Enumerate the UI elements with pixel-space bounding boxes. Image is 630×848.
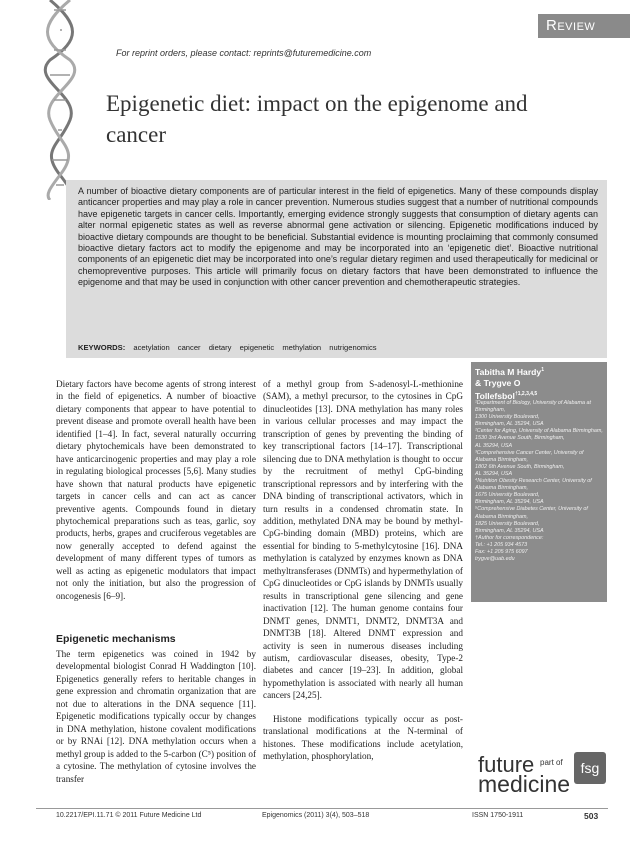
affiliation-line: 1675 University Boulevard, — [475, 492, 540, 499]
affiliation-line: ²Center for Aging, University of Alabama Birmingham, 1530 3rd Avenue South, Birmingham, — [475, 428, 603, 442]
correspondence-label: †Author for correspondence: — [475, 534, 544, 541]
affiliation-line: ⁴Nutrition Obesity Research Center, University of Alabama Birmingham, — [475, 478, 592, 492]
affiliation-line: Birmingham, AL 35294, USA — [475, 499, 544, 506]
affiliation-line: 1300 University Boulevard, — [475, 414, 540, 421]
keywords-line — [78, 343, 458, 352]
future-medicine-logo — [478, 752, 608, 808]
correspondence-fax: Fax: +1 205 975 6097 — [475, 548, 528, 555]
methylation-paragraph: of a methyl group from S-adenosyl-L-methionine (SAM), a methyl precursor, to the cytosines in CpG dinucleotides [13]. DNA methylation has many roles in various cellular processes and may impact the transcription of genes by preventing the binding of key transcriptional factors [14–17]. Transcriptional silencing due to DNA methylation is thought to occur by the recruitment of methyl CpG-binding transcriptional repressors and by interfering with the DNA binding of transcriptional activators, which in turn results in a condensed chromatin state. In addition, methylated DNA may be bound by methyl-CpG-binding domain (MBD) proteins, which are essential for binding to 5-methylcytosine [16]. DNA methylation is catalyzed by enzymes known as DNA methyltransferases (DNMTs) and hypermethylation of CpG dinucleotides or CpG islands by DNMTs usually results in transcriptional gene silencing and gene inactivation [12]. The human genome contains four DNMT genes, DNMT1, DNMT2, DNMT3A and DNMT3B [18]. Altered DNMT expression and activity is seen in numerous diseases including autism, cardiovascular diseases, obesity, Type-2 diabetes and cancer [19–23]. In addition, global hypomethylation is associated with nearly all human cancers [24,25]. — [263, 379, 463, 701]
keywords-list: acetylation cancer dietary epigenetic methylation nutrigenomics — [133, 343, 377, 352]
affiliation-line: ⁵Comprehensive Diabetes Center, University of Alabama Birmingham, — [475, 506, 588, 520]
logo-future: future — [478, 752, 535, 777]
logo-medicine: medicine — [478, 771, 571, 797]
logo-part-of: part of — [540, 758, 563, 767]
abstract-text: A number of bioactive dietary components are of particular interest in the field of epigenetics. Many of these compounds display anticancer properties and may play a role in cancer prevention. Numerous studies suggest that a number of nutritional compounds have epigenetic targets in cancer cells. Importantly, emerging evidence strongly suggests that consumption of dietary agents can alter normal epigenetic states as well as reverse abnormal gene activation or silencing. Epigenetic modifications induced by bioactive dietary compounds are thought to be beneficial. Substantial evidence is mounting proclaiming that commonly consumed bioactive dietary factors act to modify the epigenome and may be incorporated into an ‘epigenetic diet’. Bioactive nutritional components of an epigenetic diet may be incorporated into one’s regular dietary regimen and used therapeutically for medicinal or chemopreventive purposes. This article will primarily focus on dietary factors that have been demonstrated to influence the epigenome and that may be used in conjunction with other cancer prevention and chemotherapeutic strategies. — [78, 186, 598, 288]
body-column-2 — [263, 378, 463, 702]
footer-issn: ISSN 1750-1911 — [472, 812, 524, 819]
author-2-affil: †1,2,3,4,5 — [514, 390, 538, 397]
footer-doi: 10.2217/EPI.11.71 © 2011 Future Medicine Ltd — [56, 812, 202, 819]
author-1-affil: 1 — [541, 367, 544, 373]
footer-journal: Epigenomics (2011) 3(4), 503–518 — [262, 812, 370, 819]
article-title: Epigenetic diet: impact on the epigenome and cancer — [106, 91, 528, 147]
page-number: 503 — [584, 811, 599, 821]
author-separator: & Trygve O — [475, 377, 521, 388]
affiliation-line: ¹Department of Biology, University of Alabama at Birmingham, — [475, 400, 591, 414]
author-1: Tabitha M Hardy — [475, 366, 542, 377]
body-column-2-lower — [263, 713, 463, 763]
body-column-1-lower — [56, 648, 256, 785]
affiliations — [475, 400, 603, 563]
intro-paragraph: Dietary factors have become agents of strong interest in the field of epigenetics. A number of bioactive dietary components that appear to have potential to prevent disease and promote overall health have been identified [1–4]. In fact, several naturally occurring dietary phytochemicals have been demonstrated to have anticarcinogenic properties and may play a role in regulating biological processes [5,6]. Many studies have shown that natural products have epigenetic targets in cancer cells and can act as cancer preventive agents. Compounds found in dietary phytochemical preparations such as teas, garlic, soy products, herbs, grapes and cruciferous vegetables are now generally accepted to defend against the development of many different types of tumors as well as acting as epigenetic modulators that impact not only the initiation, but also the progression of oncogenesis [6–9]. — [56, 379, 256, 601]
affiliation-line: 1825 University Boulevard, — [475, 520, 540, 527]
mechanisms-paragraph: The term epigenetics was coined in 1942 by developmental biologist Conrad H Waddington [10]. Epigenetics generally refers to heritable changes in gene expression and chromatin organization that are not due to alterations in the DNA sequence [11]. Epigenetic modifications typically occur by changes in DNA methylation, histone covalent modifications or by RNAi [12]. DNA methylation occurs when a methyl group is added to the 5-carbon (C⁵) position of a cytosine. The methylation of cytosine involves the transfer — [56, 649, 256, 784]
author-names — [475, 365, 603, 402]
body-column-1 — [56, 378, 256, 602]
review-tag: Review — [538, 14, 630, 38]
footer-divider — [36, 808, 608, 809]
affiliation-line: ³Comprehensive Cancer Center, University of Alabama Birmingham, — [475, 449, 584, 463]
affiliation-line: AL 35294, USA — [475, 442, 513, 449]
keywords-label: KEYWORDS: — [78, 343, 126, 352]
affiliation-line: 1802 6th Avenue South, Birmingham, — [475, 463, 565, 470]
dna-helix-illustration — [40, 0, 84, 200]
affiliation-line: Birmingham, AL 35294, USA — [475, 527, 544, 534]
correspondence-email[interactable]: trygve@uab.edu — [475, 556, 515, 563]
fsg-logo-icon: fsg — [574, 752, 606, 784]
reprint-notice: For reprint orders, please contact: reprints@futuremedicine.com — [116, 48, 372, 58]
author-2: Tollefsbol — [475, 390, 515, 401]
affiliation-line: Birmingham, AL 35294, USA — [475, 421, 544, 428]
section-heading: Epigenetic mechanisms — [56, 633, 176, 645]
histone-paragraph: Histone modifications typically occur as post-translational modifications at the N-terminal of histones. These modifications include acetylation, methylation, phosphorylation, — [263, 714, 463, 762]
affiliation-line: AL 35294, USA — [475, 470, 513, 477]
correspondence-tel: Tel.: +1 205 934 4573 — [475, 541, 528, 548]
